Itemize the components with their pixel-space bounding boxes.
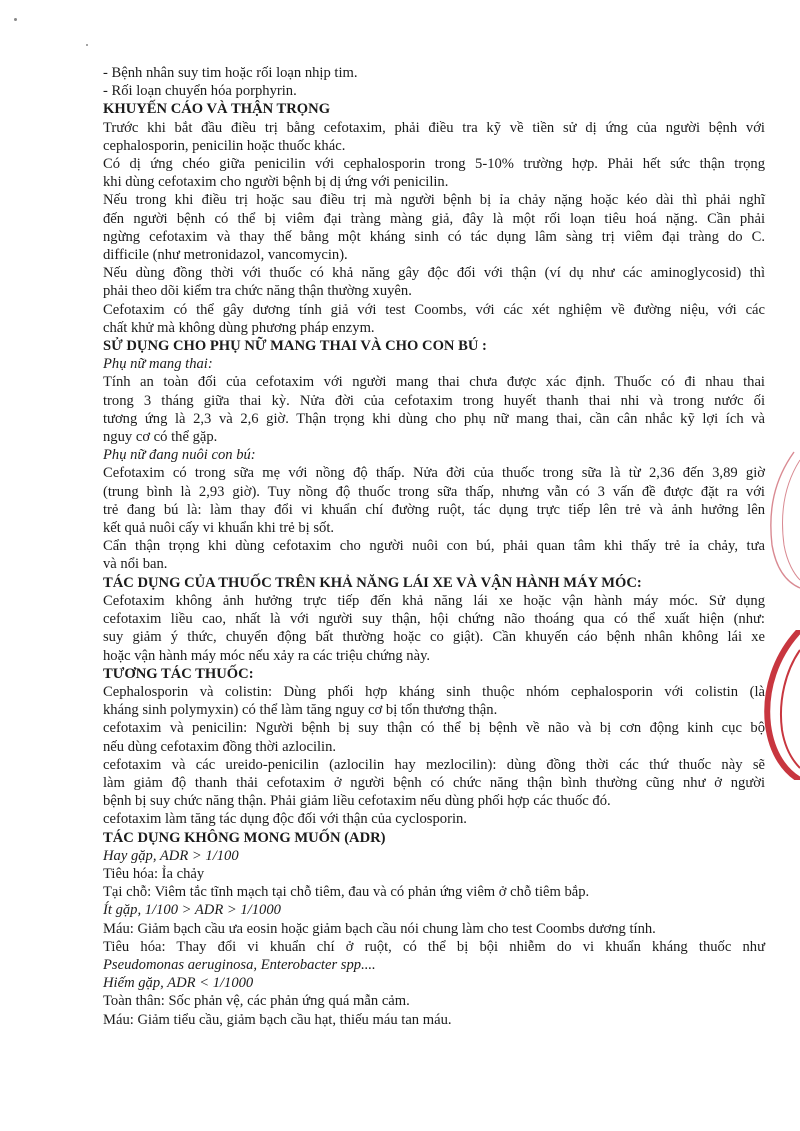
text-line: Pseudomonas aeruginosa, Enterobacter spp....: [103, 956, 376, 973]
text-line: cefotaxim làm tăng tác dụng độc đối với thận của cyclosporin.: [103, 811, 467, 828]
text-line: Có dị ứng chéo giữa penicilin với cephalosporin trong 5-10% trường hợp. Phải hết sức thận trọng: [103, 156, 765, 173]
text-line: Cẩn thận trọng khi dùng cefotaxim cho người nuôi con bú, phải quan tâm khi thấy trẻ ỉa chảy, tưa: [103, 538, 765, 555]
text-line: bệnh bị suy chức năng thận. Phải giảm liều cefotaxim nếu dùng phối hợp các thuốc đó.: [103, 793, 611, 810]
scan-speck: [86, 44, 88, 46]
text-line: difficile (như metronidazol, vancomycin).: [103, 247, 348, 264]
text-line: Máu: Giảm bạch cầu ưa eosin hoặc giảm bạch cầu nói chung làm cho test Coombs dương tính.: [103, 920, 656, 937]
text-line: phải theo dõi kiểm tra chức năng thận thường xuyên.: [103, 283, 412, 300]
text-line: cefotaxim liều cao, nhất là với người suy thận, hội chứng não thoáng qua có thể xuất hiện (như:: [103, 611, 765, 628]
section-heading: TÁC DỤNG CỦA THUỐC TRÊN KHẢ NĂNG LÁI XE VÀ VẬN HÀNH MÁY MÓC:: [103, 574, 642, 591]
stamp-partial-mark: [754, 450, 800, 590]
text-line: Tiêu hóa: Thay đổi vi khuẩn chí ở ruột, có thể bị bội nhiễm do vi khuẩn kháng thuốc như: [103, 938, 765, 955]
text-line: nguy cơ có thể gặp.: [103, 429, 218, 446]
text-line: kết quả nuôi cấy vi khuẩn khi trẻ bị sốt.: [103, 520, 335, 537]
text-line: cefotaxim và penicilin: Người bệnh bị suy thận có thể bị bệnh về não và bị cơn động kinh cục bộ: [103, 720, 765, 737]
text-line: Tiêu hóa: Ỉa chảy: [103, 865, 205, 882]
text-line: Tính an toàn đối của cefotaxim với người mang thai chưa được xác định. Thuốc có đi nhau thai: [103, 374, 765, 391]
text-line: trong 3 tháng giữa thai kỳ. Nửa đời của cefotaxim trong huyết thanh thai nhi và trong nước ối: [103, 392, 765, 409]
text-line: - Bệnh nhân suy tim hoặc rối loạn nhịp tim.: [103, 65, 358, 81]
text-line: Cefotaxim không ảnh hưởng trực tiếp đến khả năng lái xe hoặc vận hành máy móc. Sử dụng: [103, 592, 765, 609]
text-line: Phụ nữ đang nuôi con bú:: [103, 447, 256, 464]
text-line: chất khử mà không dùng phương pháp enzym.: [103, 319, 375, 336]
scan-speck: [14, 18, 17, 21]
text-line: Cefotaxim có trong sữa mẹ với nồng độ thấp. Nửa đời của thuốc trong sữa là từ 2,36 đến 3,89 giờ: [103, 465, 765, 482]
text-line: Phụ nữ mang thai:: [103, 356, 213, 373]
text-line: trẻ đang bú là: làm thay đổi vi khuẩn chí đường ruột, tác dụng trực tiếp lên trẻ và ảnh hưởng lên: [103, 501, 765, 518]
text-line: - Rối loạn chuyển hóa porphyrin.: [103, 83, 297, 100]
text-line: khi dùng cefotaxim cho người bệnh bị dị ứng với penicilin.: [103, 174, 449, 191]
section-heading: TƯƠNG TÁC THUỐC:: [103, 665, 254, 682]
text-line: Cefotaxim có thể gây dương tính giả với test Coombs, với các xét nghiệm về đường niệu, với các: [103, 301, 765, 318]
text-line: ngừng cefotaxim và thay thế bằng một kháng sinh có tác dụng lâm sàng trị viêm đại tràng do C.: [103, 228, 765, 245]
section-heading: TÁC DỤNG KHÔNG MONG MUỐN (ADR): [103, 829, 386, 846]
text-line: Tại chỗ: Viêm tắc tĩnh mạch tại chỗ tiêm, đau và có phản ứng viêm ở chỗ tiêm bắp.: [103, 884, 590, 901]
text-line: Cephalosporin và colistin: Dùng phối hợp kháng sinh thuộc nhóm cephalosporin với colistin (là: [103, 683, 765, 700]
text-line: làm giảm độ thanh thải cefotaxim ở người bệnh có chức năng thận bình thường cũng như ở người: [103, 774, 765, 791]
text-line: cefotaxim và các ureido-penicilin (azlocilin hay mezlocilin): dùng đồng thời các thứ thuốc này sẽ: [103, 756, 765, 773]
text-line: Máu: Giảm tiểu cầu, giảm bạch cầu hạt, thiếu máu tan máu.: [103, 1011, 452, 1028]
text-line: Ít gặp, 1/100 > ADR > 1/1000: [103, 902, 281, 919]
document-body: [103, 64, 765, 1029]
section-heading: SỬ DỤNG CHO PHỤ NỮ MANG THAI VÀ CHO CON BÚ :: [103, 338, 487, 355]
text-line: Trước khi bắt đầu điều trị bằng cefotaxim, phải điều tra kỹ về tiền sử dị ứng của người bệnh với: [103, 119, 765, 136]
text-line: Nếu dùng đồng thời với thuốc có khả năng gây độc đối với thận (ví dụ như các aminoglycosid) thì: [103, 265, 765, 282]
text-line: Nếu trong khi điều trị hoặc sau điều trị mà người bệnh bị ỉa chảy nặng hoặc kéo dài thì phải nghĩ: [103, 192, 765, 209]
seal-mark: [758, 630, 800, 780]
text-line: Hiếm gặp, ADR < 1/1000: [103, 975, 254, 992]
text-line: tương ứng là 2,3 và 2,6 giờ. Thận trọng khi dùng cho phụ nữ mang thai, cần cân nhắc kỹ lợi ích và: [103, 410, 765, 427]
text-line: (trung bình là 2,93 giờ). Tuy nồng độ thuốc trong sữa thấp, nhưng vẫn có 3 vấn đề được đặt ra với: [103, 483, 765, 500]
text-line: suy giảm ý thức, chuyển động bất thường hoặc co giật). Cần khuyến cáo bệnh nhân không lái xe: [103, 629, 765, 646]
text-line: kháng sinh polymyxin) có thể làm tăng nguy cơ bị tổn thương thận.: [103, 702, 498, 719]
text-line: và nổi ban.: [103, 556, 168, 573]
text-line: Toàn thân: Sốc phản vệ, các phản ứng quá mẫn cảm.: [103, 993, 410, 1010]
text-line: Hay gặp, ADR > 1/100: [103, 847, 239, 864]
text-line: hoặc vận hành máy móc nếu xảy ra các triệu chứng này.: [103, 647, 431, 664]
text-line: cephalosporin, penicilin hoặc thuốc khác.: [103, 137, 346, 154]
text-line: nếu dùng cefotaxim đồng thời azlocilin.: [103, 738, 337, 755]
text-line: đến người bệnh có thể bị viêm đại tràng màng giả, đây là một rối loạn tiêu hoá nặng. Cần phải: [103, 210, 765, 227]
section-heading: KHUYẾN CÁO VÀ THẬN TRỌNG: [103, 101, 331, 118]
